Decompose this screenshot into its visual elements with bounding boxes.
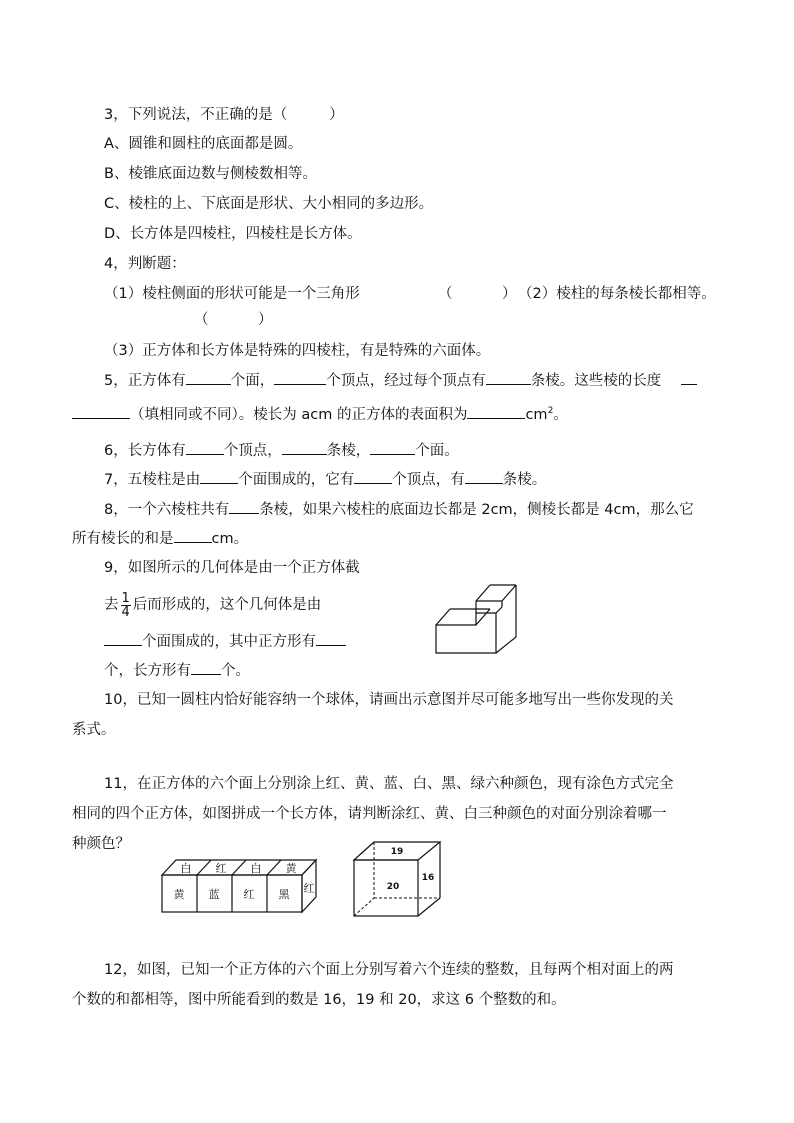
q4-item2: （2）棱柱的每条棱长都相等。 — [518, 286, 716, 302]
q3-option-c: C、棱柱的上、下底面是形状、大小相同的多边形。 — [104, 196, 434, 212]
cube-top-number: 19 — [390, 847, 404, 857]
front-label: 蓝 — [208, 888, 220, 901]
q8-line2: 所有棱长的和是 cm。 — [72, 528, 248, 549]
front-label: 红 — [243, 888, 255, 901]
q4-item1-paren-close: ） — [502, 286, 517, 302]
top-label: 红 — [215, 862, 227, 875]
q5-line2: （填相同或不同）。棱长为 acm 的正方体的表面积为 $cm^2$。 — [72, 401, 568, 425]
q12-line2: 个数的和都相等，图中所能看到的数是 16，19 和 20，求这 6 个整数的和。 — [72, 992, 566, 1008]
top-label: 黄 — [285, 862, 297, 875]
q12-line1: 12，如图，已知一个正方体的六个面上分别写着六个连续的整数，且每两个相对面上的两 — [104, 962, 674, 978]
q4-item1: （1）棱柱侧面的形状可能是一个三角形 — [104, 286, 360, 302]
q10-line1: 10，已知一圆柱内恰好能容纳一个球体，请画出示意图并尽可能多地写出一些你发现的关 — [104, 692, 674, 708]
cube-right-number: 16 — [421, 873, 435, 883]
front-label: 黑 — [278, 888, 290, 901]
top-label: 白 — [180, 862, 192, 875]
q5-line1: 5，正方体有 个面， 个顶点，经过每个顶点有 条棱。这些棱的长度 — [104, 370, 697, 391]
q3-option-b: B、棱锥底面边数与侧棱数相等。 — [104, 166, 317, 182]
four-cubes-figure — [158, 856, 324, 916]
q11-line1: 11，在正方体的六个面上分别涂上红、黄、蓝、白、黑、绿六种颜色，现有涂色方式完全 — [104, 776, 674, 792]
q7: 7，五棱柱是由 个面围成的，它有 个顶点，有 条棱。 — [104, 469, 546, 490]
numbered-cube-figure — [350, 838, 446, 920]
q9-line4: 个，长方形有 个。 — [104, 660, 250, 681]
q6: 6，长方体有 个顶点， 条棱， 个面。 — [104, 440, 459, 461]
q3-option-d: D、长方体是四棱柱，四棱柱是长方体。 — [104, 226, 362, 242]
q10-line2: 系式。 — [72, 722, 116, 738]
q4-item3: （3）正方体和长方体是特殊的四棱柱，有是特殊的六面体。 — [104, 343, 491, 359]
q11-line2: 相同的四个正方体，如图拼成一个长方体，请判断涂红、黄、白三种颜色的对面分别涂着哪一 — [72, 806, 667, 822]
q11-line3: 种颜色？ — [72, 836, 130, 852]
cube-front-number: 20 — [386, 882, 400, 892]
stepped-solid-figure — [430, 580, 530, 660]
side-label: 红 — [303, 882, 315, 895]
q4-title: 4，判断题： — [104, 256, 186, 272]
q9-line1: 9，如图所示的几何体是由一个正方体截 — [104, 560, 360, 576]
q8-line1: 8，一个六棱柱共有 条棱，如果六棱柱的底面边长都是 2cm，侧棱长都是 4cm，那么它 — [104, 499, 694, 520]
q4-item1-paren-open: （ — [438, 286, 453, 302]
q9-line2: 去 $\frac{1}{4}$ 后而形成的，这个几何体是由 — [104, 590, 322, 620]
q3-stem: 3，下列说法，不正确的是（ ） — [104, 107, 344, 123]
front-label: 黄 — [173, 888, 185, 901]
q4-item2-paren-open: （ — [194, 312, 209, 328]
q3-option-a: A、圆锥和圆柱的底面都是圆。 — [104, 136, 303, 152]
top-label: 白 — [250, 862, 262, 875]
q4-item2-paren-close: ） — [258, 312, 273, 328]
q9-line3: 个面围成的，其中正方形有 — [104, 631, 346, 652]
fraction-one-quarter: $\frac{1}{4}$ — [121, 590, 130, 620]
